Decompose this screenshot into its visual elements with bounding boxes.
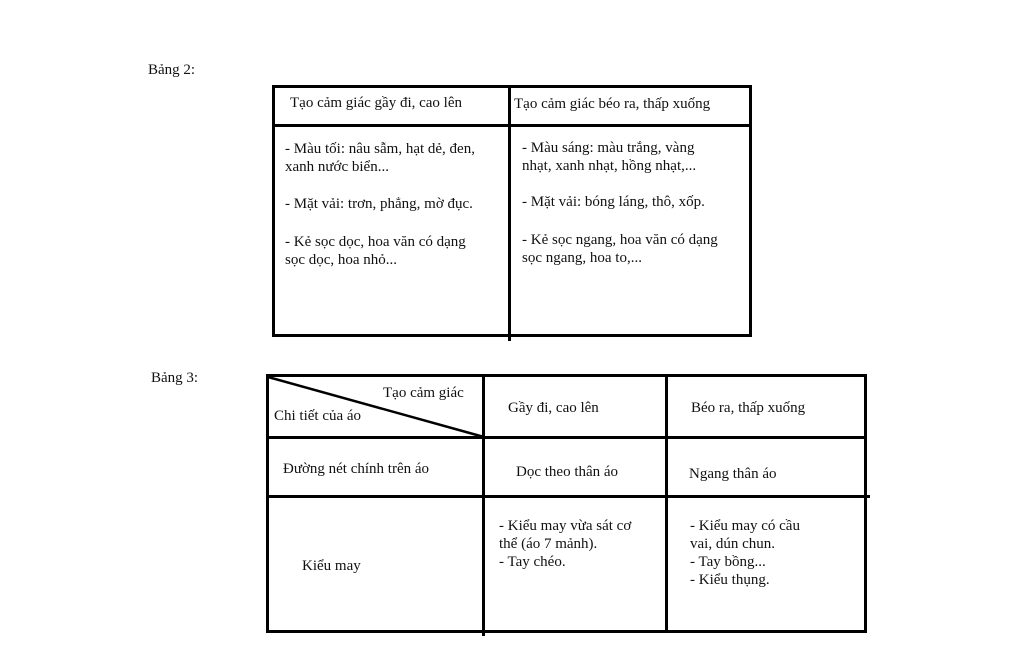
table3-row2-wide-line3: - Tay bồng... [690, 554, 766, 570]
table3-caption: Bảng 3: [151, 370, 199, 386]
table2-col2-item3-line2: sọc ngang, hoa to,... [522, 250, 642, 266]
table2-col2-item1-line1: - Màu sáng: màu trắng, vàng [522, 140, 695, 156]
table2-col1-item2: - Mặt vải: trơn, phẳng, mờ đục. [285, 196, 473, 212]
table2-header-wide: Tạo cảm giác béo ra, thấp xuống [514, 96, 711, 112]
table3-row2-thin-line1: - Kiểu may vừa sát cơ [499, 518, 632, 534]
table2-header-thin: Tạo cảm giác gầy đi, cao lên [290, 95, 463, 111]
table3-header-thin: Gầy đi, cao lên [508, 400, 599, 416]
table3-row2-wide-line1: - Kiểu may có cầu [690, 518, 800, 534]
table3-row2-thin-line2: thể (áo 7 mảnh). [499, 536, 598, 552]
table2-col2-item3-line1: - Kẻ sọc ngang, hoa văn có dạng [522, 232, 718, 248]
table3-row2-label: Kiểu may [302, 558, 361, 574]
table3-header-wide: Béo ra, thấp xuống [691, 400, 806, 416]
table2-col1-item1-line2: xanh nước biển... [285, 159, 389, 175]
table3-row2-wide-line4: - Kiểu thụng. [690, 572, 770, 588]
table3-row1-thin: Dọc theo thân áo [516, 464, 619, 480]
table3-corner-top: Tạo cảm giác [383, 385, 464, 401]
table3-row1-wide: Ngang thân áo [689, 466, 777, 482]
table2-col2-item2: - Mặt vải: bóng láng, thô, xốp. [522, 194, 705, 210]
table3-row1-label: Đường nét chính trên áo [283, 461, 430, 477]
table3-row2-wide-line2: vai, dún chun. [690, 536, 775, 552]
table2-col1-item3-line2: sọc dọc, hoa nhỏ... [285, 252, 398, 268]
table3-corner-bottom: Chi tiết của áo [274, 408, 362, 424]
table2-col2-item1-line2: nhạt, xanh nhạt, hồng nhạt,... [522, 158, 697, 174]
table2-col1-item1-line1: - Màu tối: nâu sẫm, hạt dẻ, đen, [285, 141, 475, 157]
table2-caption: Bảng 2: [148, 62, 196, 78]
table2-col1-item3-line1: - Kẻ sọc dọc, hoa văn có dạng [285, 234, 466, 250]
table3-row2-thin-line3: - Tay chéo. [499, 554, 566, 570]
